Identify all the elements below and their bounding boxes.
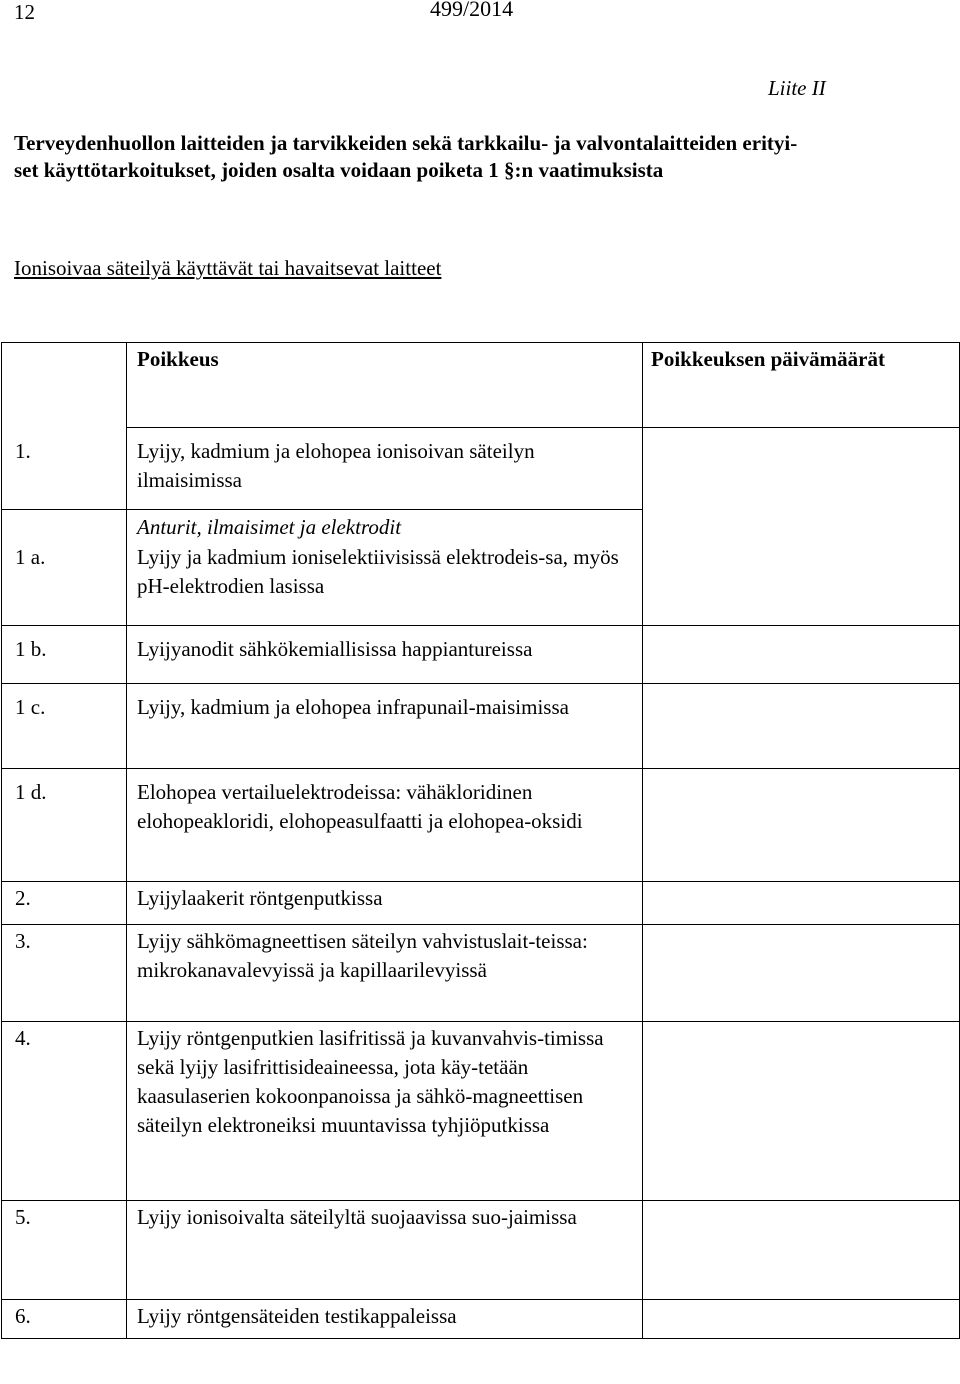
row-text: Lyijyanodit sähkökemiallisissa happiantureissa [127, 625, 643, 683]
heading-line-1: Terveydenhuollon laitteiden ja tarvikkeiden sekä tarkkailu- ja valvontalaitteiden erityi- [14, 131, 798, 155]
table-row [2, 625, 960, 683]
heading-line-2: set käyttötarkoitukset, joiden osalta voidaan poiketa 1 §:n vaatimuksista [14, 158, 664, 182]
row-text: Lyijy sähkömagneettisen säteilyn vahvistuslait-teissa: mikrokanavalevyissä ja kapillaarilevyissä [127, 924, 643, 1021]
row-number: 2. [2, 881, 127, 924]
header-exception-cell: Poikkeus [127, 343, 643, 428]
row-number: 1 c. [2, 683, 127, 768]
table-row [2, 924, 960, 1021]
row-text: Elohopea vertailuelektrodeissa: vähäkloridinen elohopeakloridi, elohopeasulfaatti ja elohopea-oksidi [127, 768, 643, 881]
table-row [2, 881, 960, 924]
row-number: 1 b. [2, 625, 127, 683]
row-text: Lyijy ionisoivalta säteilyltä suojaavissa suo-jaimissa [127, 1200, 643, 1299]
section-subheading: Ionisoivaa säteilyä käyttävät tai havaitsevat laitteet [14, 256, 442, 280]
table-row [2, 1021, 960, 1200]
table-row [2, 1200, 960, 1299]
row-number: 5. [2, 1200, 127, 1299]
row-dates [643, 924, 960, 1021]
row-number: 1 a. [2, 543, 127, 626]
row-dates [643, 1200, 960, 1299]
row-text: Lyijy ja kadmium ioniselektiivisissä elektrodeis-sa, myös pH-elektrodien lasissa [127, 543, 643, 626]
row-text: Lyijy röntgenputkien lasifritissä ja kuvanvahvis-timissa sekä lyijy lasifrittisideaineessa, jota käy-tetään kaasulaserien kokoonpanoissa ja sähkö-magneettisen säteilyn elektroneiksi muuntavissa tyhjiöputkissa [127, 1021, 643, 1200]
document-heading [14, 130, 944, 184]
table-row [2, 1299, 960, 1338]
row-dates [643, 1299, 960, 1338]
row-text: Anturit, ilmaisimet ja elektrodit [127, 509, 643, 543]
table-row [2, 428, 960, 510]
table-row [2, 768, 960, 881]
row-number [2, 509, 127, 543]
issue-number: 499/2014 [430, 0, 514, 21]
row-dates [643, 625, 960, 683]
row-text: Lyijy, kadmium ja elohopea infrapunail-maisimissa [127, 683, 643, 768]
row-number: 1 d. [2, 768, 127, 881]
row-dates [643, 428, 960, 626]
row-dates [643, 683, 960, 768]
row-text: Lyijylaakerit röntgenputkissa [127, 881, 643, 924]
annex-label: Liite II [768, 76, 826, 100]
row-number: 1. [2, 428, 127, 510]
table-row [2, 683, 960, 768]
page-number: 12 [14, 0, 35, 24]
header-dates-cell: Poikkeuksen päivämäärät [643, 343, 960, 428]
header-number-cell [2, 343, 127, 428]
row-number: 6. [2, 1299, 127, 1338]
row-text: Lyijy, kadmium ja elohopea ionisoivan säteilyn ilmaisimissa [127, 428, 643, 510]
row-dates [643, 1021, 960, 1200]
exceptions-table [1, 342, 960, 1339]
row-number: 4. [2, 1021, 127, 1200]
table-header-row [2, 343, 960, 428]
row-text: Lyijy röntgensäteiden testikappaleissa [127, 1299, 643, 1338]
row-number: 3. [2, 924, 127, 1021]
row-dates [643, 768, 960, 881]
row-dates [643, 881, 960, 924]
